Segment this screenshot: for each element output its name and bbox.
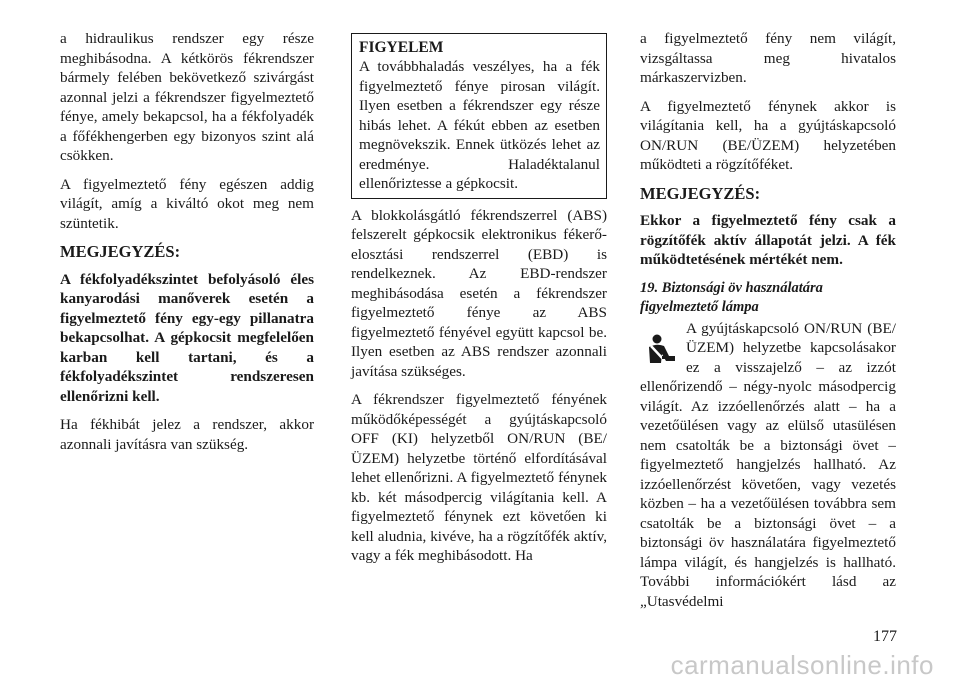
note-text: A fékfolyadékszintet befolyásoló éles kanyarodási manőverek esetén a figyelmeztető fény egy-egy pillanatra bekapcsolhat. A gépkocsit megfelelően karban kell tartani, és a fékfolyadékszintet rendszeresen ellenőrizni kell.	[60, 270, 314, 405]
paragraph: A figyelmeztető fénynek akkor is világítania kell, ha a gyújtáskapcsoló ON/RUN (BE/ÜZEM) helyzetében működteti a rögzítőféket.	[640, 97, 896, 173]
paragraph: A fékrendszer figyelmeztető fényének működőképességét a gyújtáskapcsoló OFF (KI) helyzetből ON/RUN (BE/ÜZEM) helyzetbe történő elfordításával lehet ellenőrizni. A figyelmeztető fénynek kb. két másodpercig világítania kell. A figyelmeztető fénynek ezt követően ki kell aludnia, kivéve, ha a rögzítőfék aktív, vagy a fék meghibásodott. Ha	[351, 391, 607, 564]
seatbelt-icon	[640, 333, 678, 367]
warning-box	[351, 33, 607, 199]
seatbelt-section	[640, 319, 896, 621]
paragraph: Ha fékhibát jelez a rendszer, akkor azonnali javításra van szükség.	[60, 416, 314, 453]
watermark: carmanualsonline.info	[670, 650, 934, 680]
paragraph: a figyelmeztető fény nem világít, vizsgáltassa meg hivatalos márkaszervizben.	[640, 30, 896, 86]
column-right	[640, 29, 896, 620]
warning-text: A továbbhaladás veszélyes, ha a fék figyelmeztető fénye pirosan világít. Ilyen esetben a fékrendszer egy része hibás lehet. A fékút ebben az esetben megnövekszik. Ennek ütközés lehet az eredménye. Haladéktalanul ellenőriztesse a gépkocsit.	[359, 58, 600, 192]
paragraph: A blokkolásgátló fékrendszerrel (ABS) felszerelt gépkocsik elektronikus fékerő-elosztási rendszerrel (EBD) is rendelkeznek. Az EBD-rendszer meghibásodása esetén a fékrendszer figyelmeztető fénye az ABS figyelmeztető fényével együtt kapcsol be. Ilyen esetben az ABS rendszer azonnali javítása szükséges.	[351, 206, 607, 380]
page-number: 177	[873, 628, 897, 645]
column-left	[60, 29, 314, 463]
column-middle	[351, 29, 607, 575]
paragraph: A gyújtáskapcsoló ON/RUN (BE/ÜZEM) helyzetbe kapcsolásakor ez a visszajelző – az izzót ellenőrizendő – négy-nyolc másodpercig világít. Az izzóellenőrzés alatt – ha a vezetőülésen vagy az elülső utasülésen nem csatolták be a biztonsági övet – figyelmeztető hangjelzés hallható. Az izzóellenőrzést követően, vagy vezetés közben – ha a vezetőülésen továbbra sem csatolták be a biztonsági övet – a biztonsági öv használatára figyelmeztető lámpa világít, és hangjelzés is hallható. További információkért lásd az „Utasvédelmi	[640, 319, 896, 610]
paragraph: a hidraulikus rendszer egy része meghibásodna. A kétkörös fékrendszer bármely felében bekövetkező szivárgást azonnal jelzi a fékrendszer figyelmeztető fénye, amely bekapcsol, ha a fékfolyadék a főfékhengerben egy bizonyos szint alá csökken.	[60, 30, 314, 164]
paragraph: A figyelmeztető fény egészen addig világít, amíg a kiváltó okot meg nem szüntetik.	[60, 175, 314, 232]
note-heading: MEGJEGYZÉS:	[640, 183, 761, 203]
note-heading: MEGJEGYZÉS:	[60, 242, 181, 261]
section-subheading: 19. Biztonsági öv használatára figyelmeztető lámpa	[640, 279, 823, 315]
note-text: Ekkor a figyelmeztető fény csak a rögzítőfék aktív állapotát jelzi. A fék működtetésének mértékét nem.	[640, 212, 896, 268]
warning-title: FIGYELEM	[359, 39, 444, 56]
